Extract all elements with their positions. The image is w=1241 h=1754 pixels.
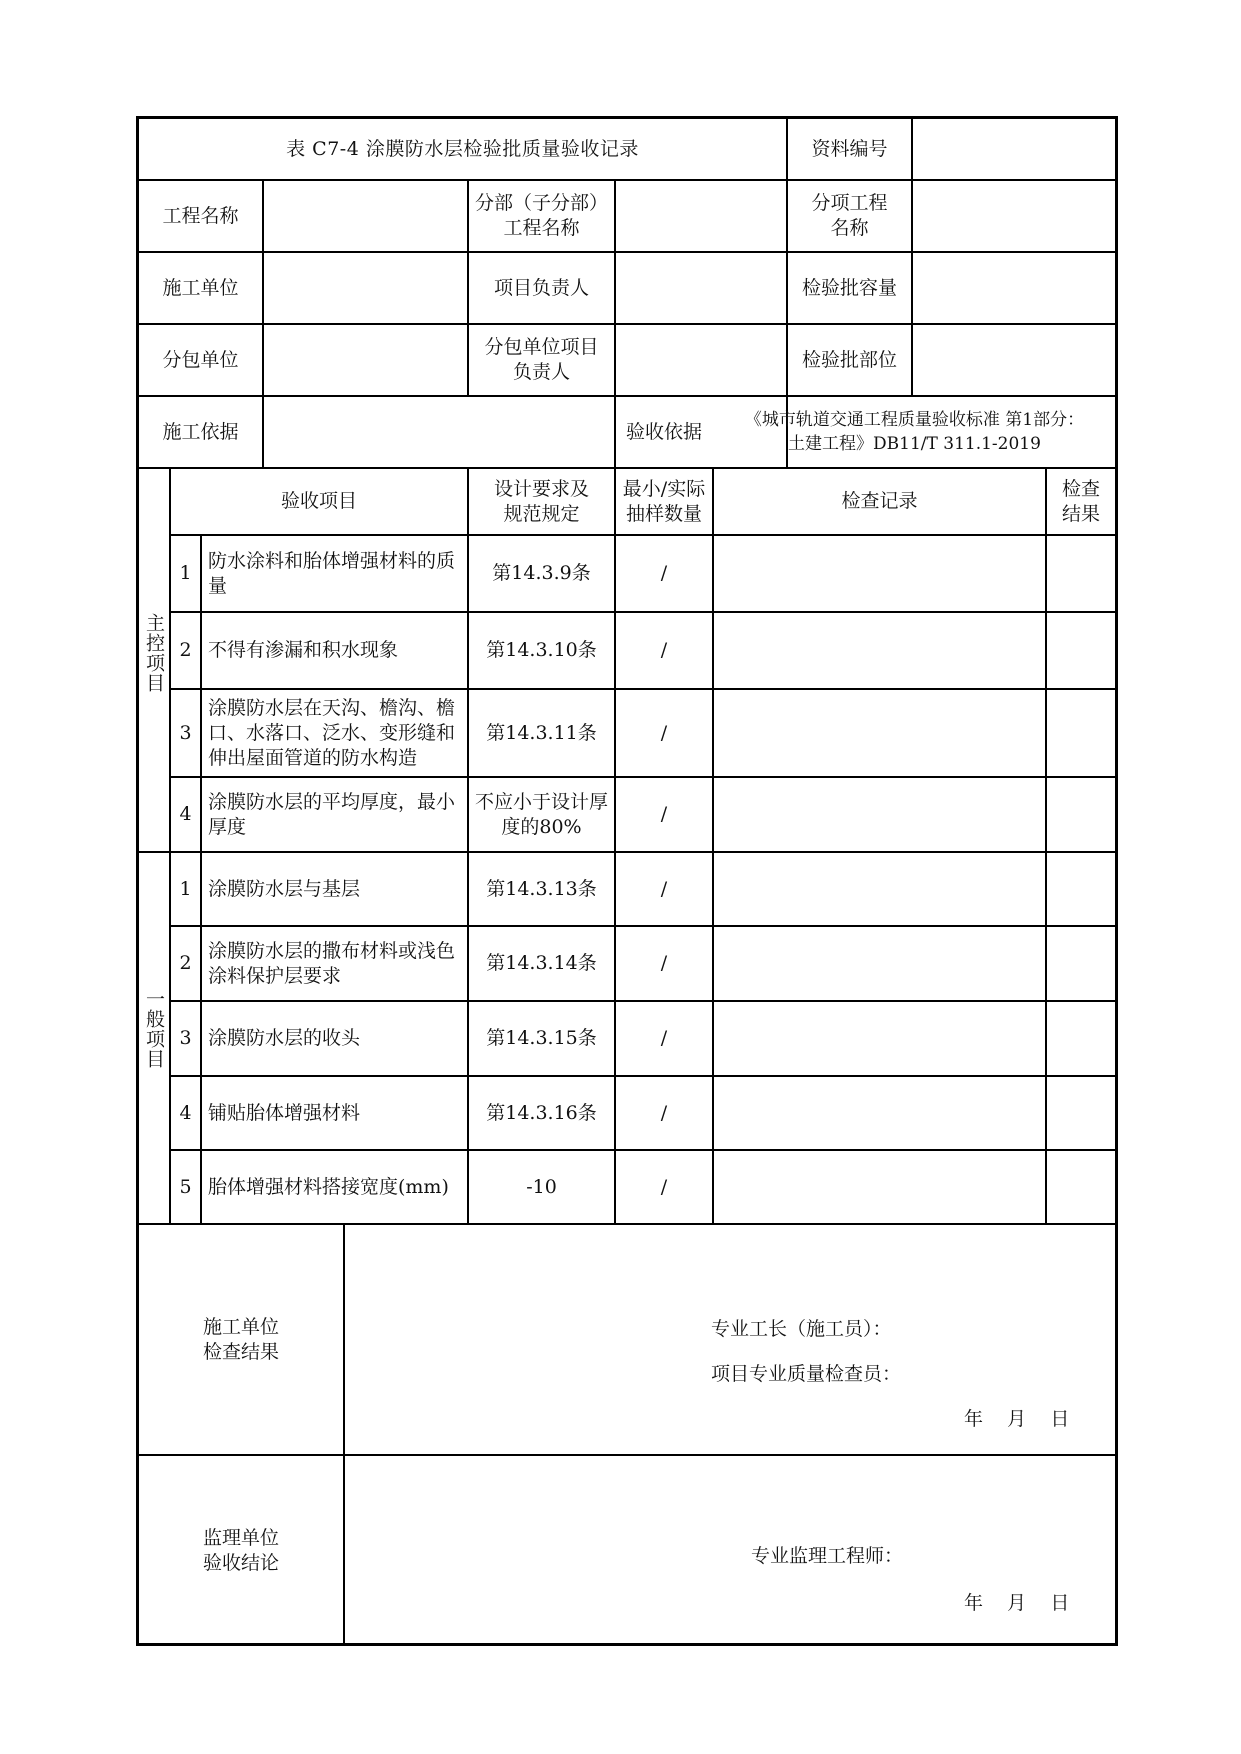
general-item-result[interactable]	[1047, 1151, 1115, 1223]
main-item-sample[interactable]: /	[660, 562, 668, 584]
contractor-check-label: 施工单位 检查结果	[202, 1315, 279, 1363]
general-item-result[interactable]	[1047, 927, 1115, 1000]
divider	[343, 1223, 345, 1646]
record-no-label: 资料编号	[811, 137, 888, 160]
project-name-label: 工程名称	[162, 204, 239, 227]
general-item-name: 涂膜防水层与基层	[208, 877, 361, 900]
column-header-result: 检查 结果	[1061, 477, 1100, 525]
project-name-field[interactable]	[264, 181, 467, 251]
project-lead-label: 项目负责人	[493, 276, 589, 299]
supervising-engineer-signature-line[interactable]: 专业监理工程师：	[751, 1545, 904, 1567]
general-item-sample[interactable]: /	[660, 877, 668, 900]
basis-field[interactable]	[264, 397, 614, 467]
general-item-sample[interactable]: /	[660, 952, 668, 974]
general-item-number: 3	[179, 1027, 192, 1049]
batch-capacity-label: 检验批容量	[801, 276, 897, 299]
general-section-label-text: 一般项目	[143, 989, 165, 1069]
contractor-label: 施工单位	[162, 276, 239, 299]
batch-location-field[interactable]	[913, 325, 1115, 395]
main-item-result[interactable]	[1047, 690, 1115, 776]
main-section-label	[140, 613, 168, 699]
subdivision-label: 分部（子分部） 工程名称	[474, 192, 608, 239]
main-item-number: 3	[179, 721, 192, 744]
main-item-record[interactable]	[714, 536, 1045, 611]
general-item-record[interactable]	[714, 927, 1045, 1000]
main-item-spec: 第14.3.10条	[486, 639, 597, 661]
main-item-sample[interactable]: /	[660, 639, 668, 661]
general-item-spec: -10	[526, 1175, 557, 1198]
general-item-result[interactable]	[1047, 1077, 1115, 1149]
column-header-spec: 设计要求及 规范规定	[493, 477, 589, 525]
supervisor-date[interactable]: 年 月 日	[964, 1592, 1070, 1614]
main-item-record[interactable]	[714, 778, 1045, 851]
column-header-record: 检查记录	[841, 490, 918, 512]
general-item-spec: 第14.3.16条	[486, 1101, 597, 1124]
general-item-spec: 第14.3.15条	[486, 1027, 597, 1049]
main-item-name: 不得有渗漏和积水现象	[208, 639, 399, 661]
main-item-result[interactable]	[1047, 536, 1115, 611]
main-item-name: 涂膜防水层的平均厚度，最小厚度	[208, 790, 456, 838]
main-item-spec: 第14.3.11条	[486, 721, 597, 744]
general-item-record[interactable]	[714, 1151, 1045, 1223]
subcontractor-field[interactable]	[264, 325, 467, 395]
column-header-sample: 最小/实际 抽样数量	[622, 477, 706, 525]
main-item-spec: 第14.3.9条	[492, 562, 591, 584]
record-no-field[interactable]	[913, 119, 1115, 179]
general-item-record[interactable]	[714, 1002, 1045, 1075]
sub-lead-field[interactable]	[616, 325, 786, 395]
subcontractor-label: 分包单位	[162, 348, 239, 371]
general-item-name: 铺贴胎体增强材料	[208, 1101, 361, 1124]
batch-capacity-field[interactable]	[913, 253, 1115, 323]
acceptance-basis-value: 《城市轨道交通工程质量验收标准 第1部分： 土建工程》DB11/T 311.1-2019	[744, 410, 1085, 454]
project-lead-field[interactable]	[616, 253, 786, 323]
subitem-label: 分项工程 名称	[811, 192, 888, 239]
form-title: 表 C7-4 涂膜防水层检验批质量验收记录	[286, 137, 639, 160]
general-item-name: 胎体增强材料搭接宽度(mm)	[208, 1175, 449, 1198]
main-item-sample[interactable]: /	[660, 803, 668, 825]
contractor-field[interactable]	[264, 253, 467, 323]
general-item-number: 1	[179, 877, 192, 900]
general-item-sample[interactable]: /	[660, 1101, 668, 1124]
basis-label: 施工依据	[162, 420, 239, 443]
main-item-result[interactable]	[1047, 778, 1115, 851]
main-item-sample[interactable]: /	[660, 721, 668, 744]
main-item-record[interactable]	[714, 613, 1045, 688]
main-item-result[interactable]	[1047, 613, 1115, 688]
subitem-field[interactable]	[913, 181, 1115, 251]
general-item-name: 涂膜防水层的撒布材料或浅色涂料保护层要求	[208, 939, 456, 987]
main-item-number: 1	[179, 562, 192, 584]
general-item-record[interactable]	[714, 1077, 1045, 1149]
general-item-name: 涂膜防水层的收头	[208, 1027, 361, 1049]
general-item-result[interactable]	[1047, 853, 1115, 925]
quality-inspector-signature-line[interactable]: 项目专业质量检查员：	[711, 1363, 902, 1385]
general-item-spec: 第14.3.13条	[486, 877, 597, 900]
main-item-name: 防水涂料和胎体增强材料的质量	[208, 549, 456, 597]
general-item-number: 4	[179, 1101, 192, 1124]
general-item-sample[interactable]: /	[660, 1175, 668, 1198]
main-item-name: 涂膜防水层在天沟、檐沟、檐口、水落口、泛水、变形缝和伸出屋面管道的防水构造	[208, 696, 456, 769]
main-item-record[interactable]	[714, 690, 1045, 776]
general-section-label	[140, 989, 168, 1075]
supervisor-check-label: 监理单位 验收结论	[202, 1527, 279, 1574]
acceptance-basis-label: 验收依据	[625, 420, 702, 443]
main-section-label-text: 主控项目	[143, 613, 165, 693]
main-item-number: 2	[179, 639, 192, 661]
general-item-number: 2	[179, 952, 192, 974]
main-item-number: 4	[179, 803, 192, 825]
batch-location-label: 检验批部位	[801, 348, 897, 371]
subdivision-field[interactable]	[616, 181, 786, 251]
general-item-record[interactable]	[714, 853, 1045, 925]
general-item-result[interactable]	[1047, 1002, 1115, 1075]
column-header-item: 验收项目	[280, 490, 357, 512]
general-item-sample[interactable]: /	[660, 1027, 668, 1049]
general-item-number: 5	[179, 1175, 192, 1198]
general-item-spec: 第14.3.14条	[486, 952, 597, 974]
sub-lead-label: 分包单位项目 负责人	[484, 336, 599, 383]
inspection-form	[136, 116, 1118, 1646]
foreman-signature-line[interactable]: 专业工长（施工员）：	[711, 1318, 892, 1340]
main-item-spec: 不应小于设计厚度的80%	[474, 790, 608, 838]
contractor-date[interactable]: 年 月 日	[964, 1408, 1070, 1430]
